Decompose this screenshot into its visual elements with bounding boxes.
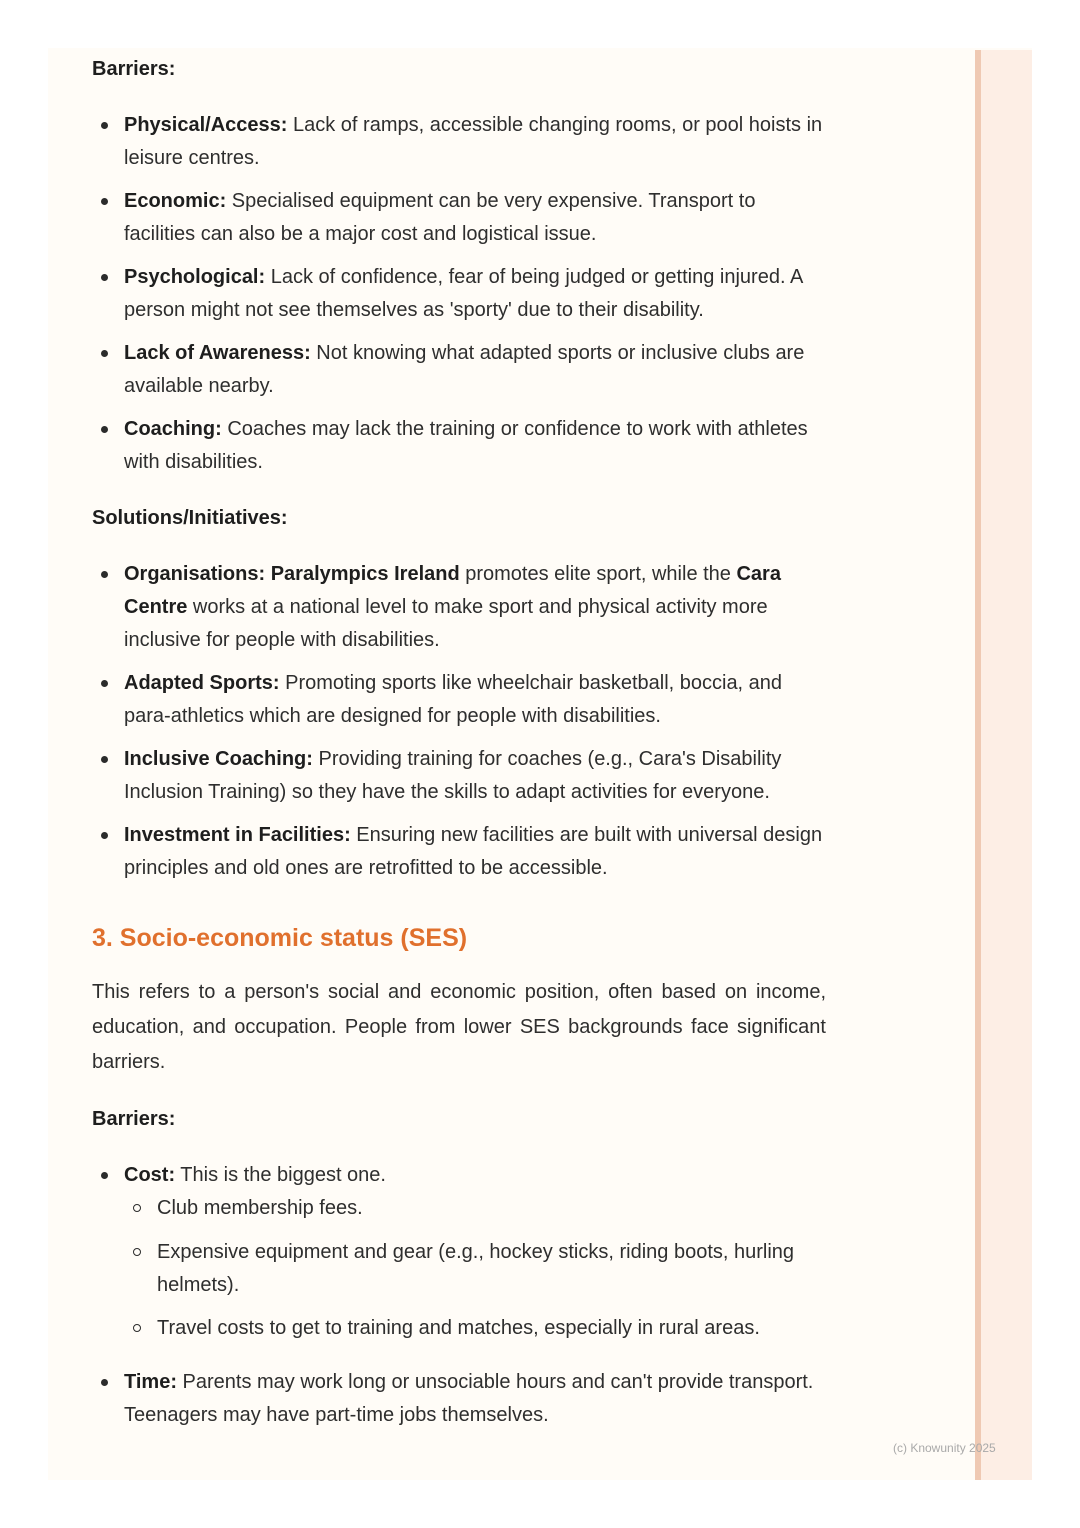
item-text: Ensuring new facilities are built with universal design principles and old ones are retrofitted to be accessible. [124,824,823,879]
bullet-icon [101,1172,108,1179]
item-term: Psychological: [124,266,266,288]
item-term: Cost: [124,1164,176,1186]
item-term: Investment in Facilities: [124,824,351,846]
item-text: Lack of confidence, fear of being judged or getting injured. A person might not see themselves as 'sporty' due to their disability. [124,266,803,321]
item-text: Lack of ramps, accessible changing rooms, or pool hoists in leisure centres. [124,114,823,169]
bullet-icon [101,122,108,129]
list-item [92,109,830,175]
organisation-name: Cara Centre [124,563,781,618]
bullet-icon [101,198,108,205]
sub-list-item [124,1312,830,1345]
list-item [92,1159,830,1192]
sub-list-item [124,1192,830,1225]
item-term: Organisations: [124,563,266,585]
margin-rule [975,50,981,1480]
sub-item-text: Expensive equipment and gear (e.g., hockey sticks, riding boots, hurling helmets). [157,1241,795,1296]
item-text: Promoting sports like wheelchair basketball, boccia, and para-athletics which are designed for people with disabilities. [124,672,783,727]
item-text: Not knowing what adapted sports or inclusive clubs are available nearby. [124,342,805,397]
sub-item-text: Club membership fees. [157,1197,363,1219]
section-intro: This refers to a person's social and economic position, often based on income, education, and occupation. People from lower SES backgrounds face significant barriers. [92,981,826,1073]
item-term: Inclusive Coaching: [124,748,313,770]
bullet-icon [101,571,108,578]
sub-list-item [124,1236,830,1302]
item-term: Physical/Access: [124,114,288,136]
circle-bullet-icon [133,1204,141,1212]
list-item [92,337,830,403]
item-term: Economic: [124,190,227,212]
page-margin-panel [975,50,1032,1480]
bullet-icon [101,832,108,839]
list-item [92,558,830,657]
bullet-icon [101,426,108,433]
bullet-icon [101,1379,108,1386]
barriers-heading: Barriers: [92,1108,176,1130]
item-text: works at a national level to make sport and physical activity more inclusive for people with disabilities. [124,596,768,651]
item-text: Parents may work long or unsociable hours and can't provide transport. Teenagers may have part-time jobs themselves. [124,1371,814,1426]
bullet-icon [101,756,108,763]
section-title: 3. Socio-economic status (SES) [92,924,468,952]
list-item [92,743,830,809]
bullet-icon [101,350,108,357]
list-item [92,261,830,327]
circle-bullet-icon [133,1324,141,1332]
item-term: Time: [124,1371,177,1393]
list-item [92,819,830,885]
item-term: Adapted Sports: [124,672,280,694]
item-text: This is the biggest one. [175,1164,386,1186]
item-text: promotes elite sport, while the [459,563,737,585]
bullet-icon [101,274,108,281]
list-item [92,1366,830,1432]
list-item [92,413,830,479]
copyright-watermark: (c) Knowunity 2025 [893,1441,996,1455]
item-term: Coaching: [124,418,222,440]
barriers-heading: Barriers: [92,58,176,80]
list-item [92,185,830,251]
organisation-name: Paralympics Ireland [270,563,460,585]
item-text: Coaches may lack the training or confidence to work with athletes with disabilities. [124,418,808,473]
item-text: Specialised equipment can be very expensive. Transport to facilities can also be a major cost and logistical issue. [124,190,756,245]
sub-item-text: Travel costs to get to training and matches, especially in rural areas. [157,1317,760,1339]
bullet-icon [101,680,108,687]
solutions-heading: Solutions/Initiatives: [92,507,288,529]
item-text: Providing training for coaches (e.g., Cara's Disability Inclusion Training) so they have the skills to adapt activities for everyone. [124,748,782,803]
circle-bullet-icon [133,1248,141,1256]
list-item [92,667,830,733]
item-term: Lack of Awareness: [124,342,311,364]
